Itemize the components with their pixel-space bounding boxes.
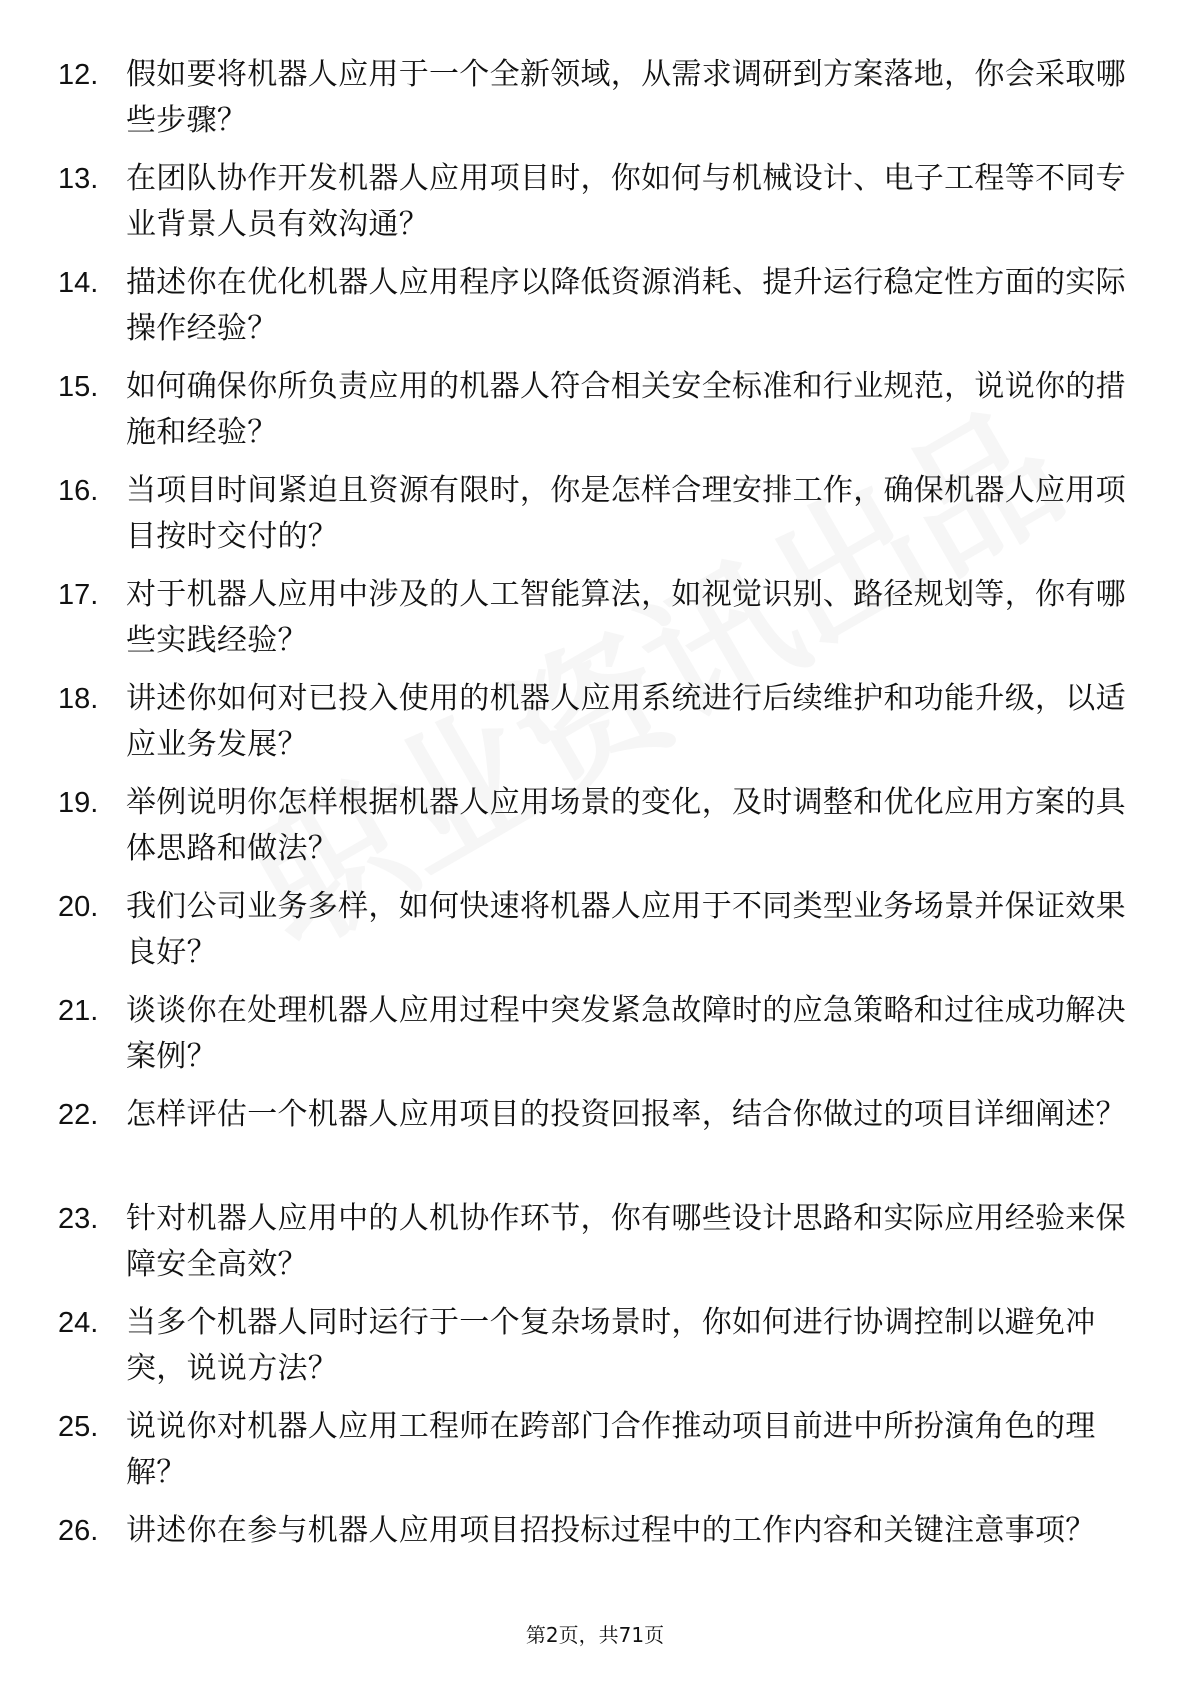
question-number: 13.	[58, 163, 99, 195]
question-item	[0, 884, 1190, 988]
question-number: 14.	[58, 267, 99, 299]
question-number: 15.	[58, 371, 99, 403]
question-item	[0, 1092, 1190, 1196]
question-number: 20.	[58, 891, 99, 923]
question-text: 怎样评估一个机器人应用项目的投资回报率，结合你做过的项目详细阐述？	[126, 1097, 1126, 1132]
question-number: 16.	[58, 475, 99, 507]
question-item	[0, 988, 1190, 1092]
question-text: 当项目时间紧迫且资源有限时，你是怎样合理安排工作，确保机器人应用项目按时交付的？	[126, 473, 1126, 554]
question-item	[0, 1196, 1190, 1300]
question-text: 针对机器人应用中的人机协作环节，你有哪些设计思路和实际应用经验来保障安全高效？	[126, 1201, 1126, 1282]
question-text: 举例说明你怎样根据机器人应用场景的变化，及时调整和优化应用方案的具体思路和做法？	[126, 785, 1126, 866]
question-item	[0, 1404, 1190, 1508]
question-text: 在团队协作开发机器人应用项目时，你如何与机械设计、电子工程等不同专业背景人员有效沟通？	[126, 161, 1126, 242]
question-number: 25.	[58, 1411, 99, 1443]
question-item	[0, 1508, 1190, 1612]
question-text: 讲述你在参与机器人应用项目招投标过程中的工作内容和关键注意事项？	[126, 1513, 1096, 1548]
question-text: 如何确保你所负责应用的机器人符合相关安全标准和行业规范，说说你的措施和经验？	[126, 369, 1126, 450]
question-number: 19.	[58, 787, 99, 819]
question-item	[0, 1300, 1190, 1404]
question-item	[0, 260, 1190, 364]
page-footer: 第2页，共71页	[525, 1623, 665, 1647]
question-item	[0, 572, 1190, 676]
question-number: 22.	[58, 1099, 99, 1131]
question-number: 23.	[58, 1203, 99, 1235]
question-text: 讲述你如何对已投入使用的机器人应用系统进行后续维护和功能升级，以适应业务发展？	[126, 681, 1126, 762]
question-item	[0, 676, 1190, 780]
question-number: 26.	[58, 1515, 99, 1547]
question-number: 12.	[58, 59, 99, 91]
question-item	[0, 468, 1190, 572]
question-text: 假如要将机器人应用于一个全新领域，从需求调研到方案落地，你会采取哪些步骤？	[126, 57, 1126, 138]
question-number: 18.	[58, 683, 99, 715]
question-text: 描述你在优化机器人应用程序以降低资源消耗、提升运行稳定性方面的实际操作经验？	[126, 265, 1126, 346]
question-item	[0, 52, 1190, 156]
question-text: 对于机器人应用中涉及的人工智能算法，如视觉识别、路径规划等，你有哪些实践经验？	[126, 577, 1126, 658]
question-item	[0, 364, 1190, 468]
question-item	[0, 156, 1190, 260]
question-text: 当多个机器人同时运行于一个复杂场景时，你如何进行协调控制以避免冲突，说说方法？	[126, 1305, 1096, 1386]
question-list	[0, 52, 1190, 1612]
question-number: 17.	[58, 579, 99, 611]
question-number: 21.	[58, 995, 99, 1027]
question-item	[0, 780, 1190, 884]
question-text: 说说你对机器人应用工程师在跨部门合作推动项目前进中所扮演角色的理解？	[126, 1409, 1096, 1490]
question-text: 谈谈你在处理机器人应用过程中突发紧急故障时的应急策略和过往成功解决案例？	[126, 993, 1126, 1074]
question-text: 我们公司业务多样，如何快速将机器人应用于不同类型业务场景并保证效果良好？	[126, 889, 1126, 970]
question-number: 24.	[58, 1307, 99, 1339]
